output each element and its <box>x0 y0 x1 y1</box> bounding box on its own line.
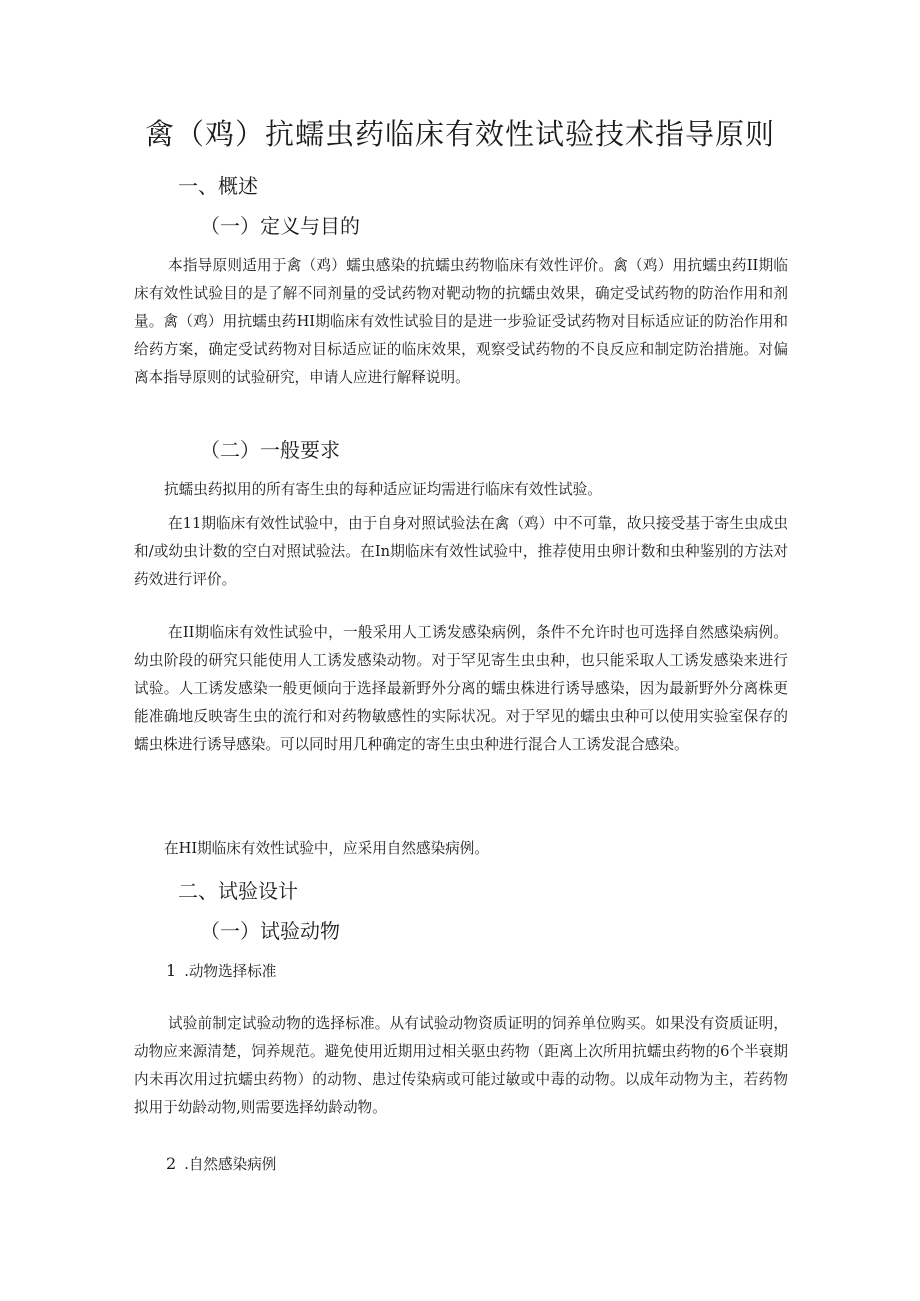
paragraph-general-4: 在HI期临床有效性试验中，应采用自然感染病例。 <box>164 840 489 857</box>
item-number: 2 <box>166 1154 177 1173</box>
list-item-selection-criteria <box>166 960 276 981</box>
document-title: 禽（鸡）抗蠕虫药临床有效性试验技术指导原则 <box>144 117 775 151</box>
paragraph-selection-criteria: 试验前制定试验动物的选择标准。从有试验动物资质证明的饲养单位购买。如果没有资质证明，动物应来源清楚，饲养规范。避免使用近期用过相关驱虫药物（距离上次所用抗蠕虫药物的6个半衰期内未再次用过抗蠕虫药物）的动物、患过传染病或可能过敏或中毒的动物。以成年动物为主，若药物拟用于幼龄动物,则需要选择幼龄动物。 <box>134 1015 788 1116</box>
paragraph-general-2: 在11期临床有效性试验中，由于自身对照试验法在禽（鸡）中不可靠，故只接受基于寄生虫成虫和/或幼虫计数的空白对照试验法。在In期临床有效性试验中，推荐使用虫卵计数和虫种鉴别的方法对药效进行评价。 <box>134 515 788 588</box>
item-label: .动物选择标准 <box>184 963 277 980</box>
section-heading-overview: 一、概述 <box>178 174 258 198</box>
subsection-heading-general: （二）一般要求 <box>200 438 340 462</box>
subsection-heading-definition: （一）定义与目的 <box>200 214 360 238</box>
subsection-heading-animals: （一）试验动物 <box>200 919 340 943</box>
paragraph-general-3: 在II期临床有效性试验中，一般采用人工诱发感染病例，条件不允许时也可选择自然感染病例。幼虫阶段的研究只能使用人工诱发感染动物。对于罕见寄生虫虫种，也只能采取人工诱发感染来进行试验。人工诱发感染一般更倾向于选择最新野外分离的蠕虫株进行诱导感染，因为最新野外分离株更能准确地反映寄生虫的流行和对药物敏感性的实际状况。对于罕见的蠕虫虫种可以使用实验室保存的蠕虫株进行诱导感染。可以同时用几种确定的寄生虫虫种进行混合人工诱发混合感染。 <box>134 624 788 753</box>
list-item-natural-infection <box>166 1153 276 1174</box>
paragraph-definition: 本指导原则适用于禽（鸡）蠕虫感染的抗蠕虫药物临床有效性评价。禽（鸡）用抗蠕虫药II期临床有效性试验目的是了解不同剂量的受试药物对靶动物的抗蠕虫效果，确定受试药物的防治作用和剂量。禽（鸡）用抗蠕虫药HI期临床有效性试验目的是进一步验证受试药物对目标适应证的防治作用和给药方案，确定受试药物对目标适应证的临床效果，观察受试药物的不良反应和制定防治措施。对偏离本指导原则的试验研究，申请人应进行解释说明。 <box>134 257 788 386</box>
item-label: .自然感染病例 <box>184 1156 277 1173</box>
paragraph-general-1: 抗蠕虫药拟用的所有寄生虫的每种适应证均需进行临床有效性试验。 <box>164 481 602 498</box>
section-heading-design: 二、试验设计 <box>178 879 298 903</box>
item-number: 1 <box>166 961 177 980</box>
